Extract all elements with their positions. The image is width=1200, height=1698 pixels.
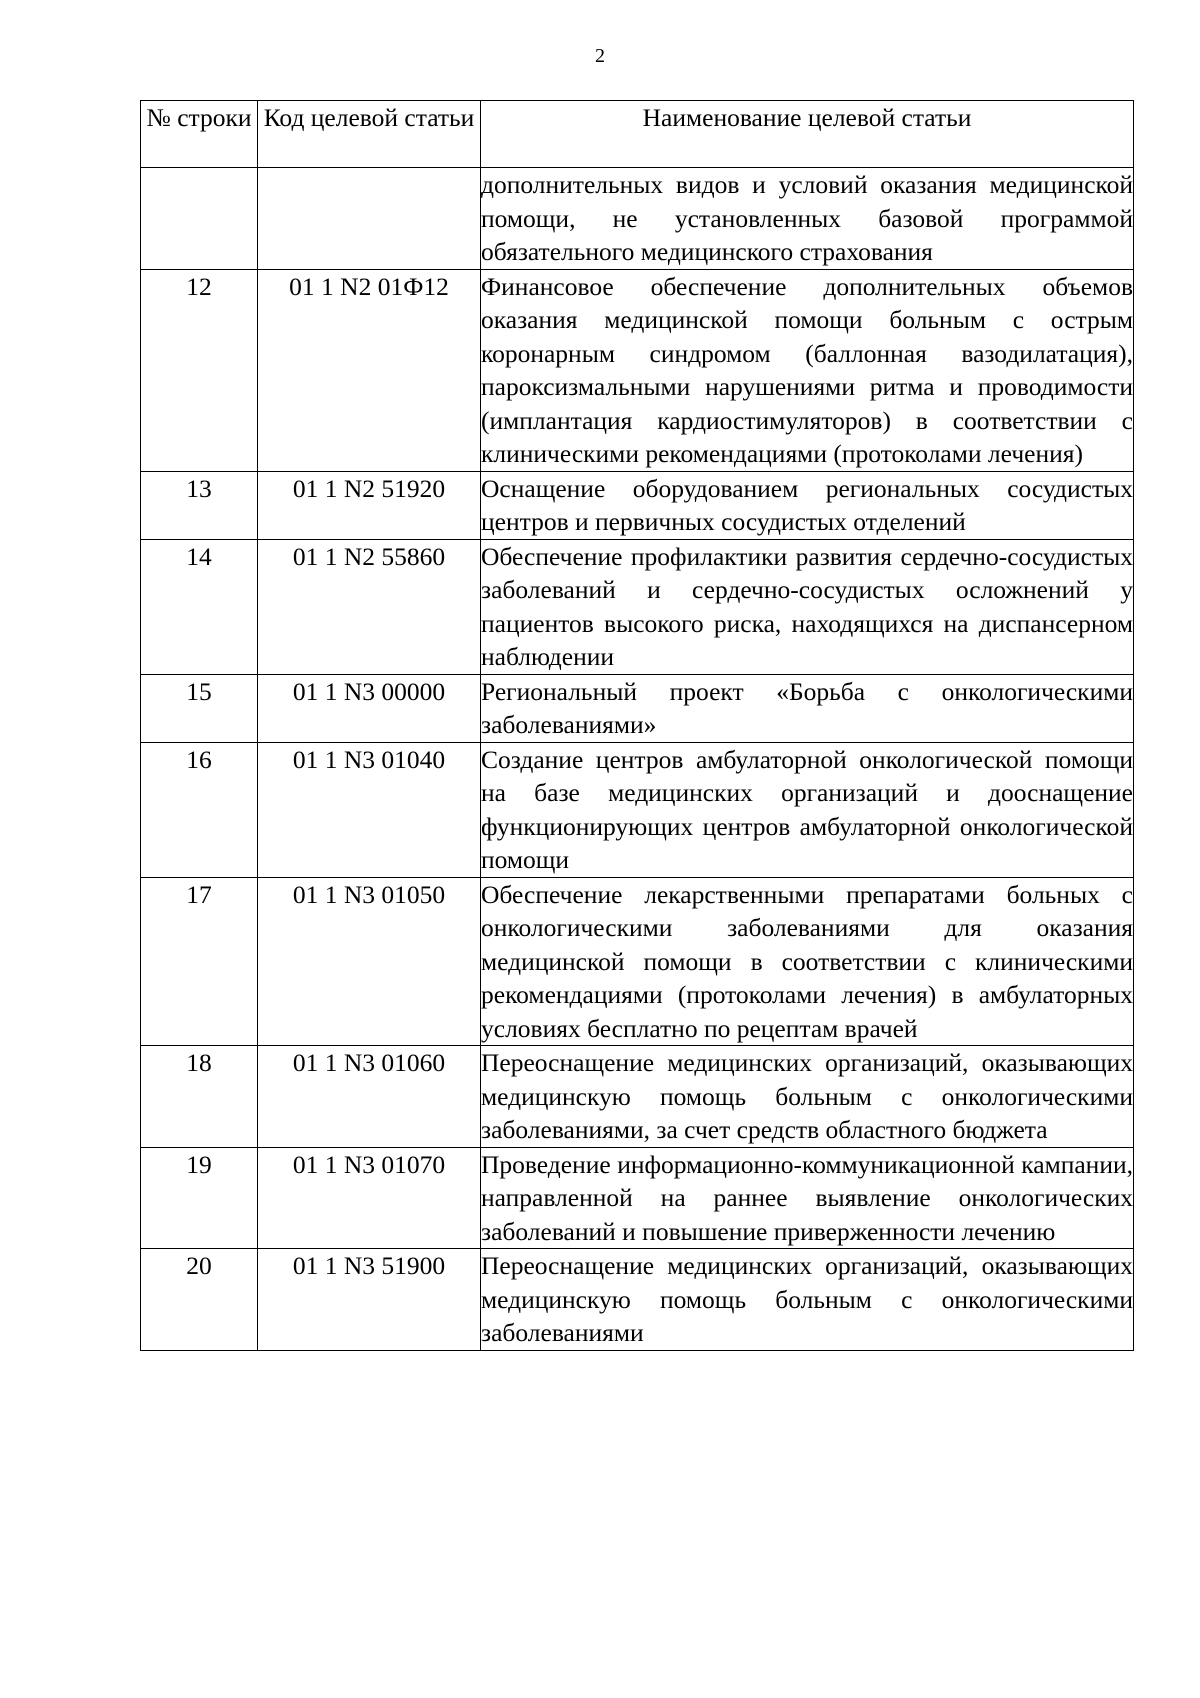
- table-row: [141, 168, 1134, 270]
- row-number: 18: [141, 1046, 258, 1148]
- row-number: 15: [141, 674, 258, 742]
- table-row: [141, 877, 1134, 1046]
- header-row-number: [141, 101, 258, 168]
- row-number: [141, 168, 258, 270]
- article-name: Создание центров амбулаторной онкологической помощи на базе медицинских организаций и дооснащение функционирующих центров амбулаторной онкологической помощи: [481, 742, 1134, 877]
- row-number: 20: [141, 1249, 258, 1351]
- table-row: [141, 269, 1134, 471]
- table-row: [141, 471, 1134, 539]
- article-name: Переоснащение медицинских организаций, оказывающих медицинскую помощь больным с онкологическими заболеваниями, за счет средств областного бюджета: [481, 1046, 1134, 1148]
- article-name: Финансовое обеспечение дополнительных объемов оказания медицинской помощи больным с острым коронарным синдромом (баллонная вазодилатация), пароксизмальными нарушениями ритма и проводимости (имплантация кардиостимуляторов) в соответствии с клиническими рекомендациями (протоколами лечения): [481, 269, 1134, 471]
- header-article-name: [481, 101, 1134, 168]
- article-name: Оснащение оборудованием региональных сосудистых центров и первичных сосудистых отделений: [481, 471, 1134, 539]
- table-row: [141, 674, 1134, 742]
- table-row: [141, 539, 1134, 674]
- article-name: дополнительных видов и условий оказания медицинской помощи, не установленных базовой программой обязательного медицинского страхования: [481, 168, 1134, 270]
- article-code: 01 1 N3 00000: [258, 674, 481, 742]
- header-article-code-label: Код целевой статьи: [263, 103, 475, 132]
- header-row-number-label: № строки: [146, 103, 252, 132]
- article-code: 01 1 N3 01070: [258, 1147, 481, 1249]
- article-code: 01 1 N2 55860: [258, 539, 481, 674]
- article-code: 01 1 N3 51900: [258, 1249, 481, 1351]
- article-code: 01 1 N2 01Ф12: [258, 269, 481, 471]
- row-number: 17: [141, 877, 258, 1046]
- article-name: Обеспечение лекарственными препаратами больных с онкологическими заболеваниями для оказания медицинской помощи в соответствии с клиническими рекомендациями (протоколами лечения) в амбулаторных условиях бесплатно по рецептам врачей: [481, 877, 1134, 1046]
- row-number: 13: [141, 471, 258, 539]
- article-code: 01 1 N3 01040: [258, 742, 481, 877]
- article-code: [258, 168, 481, 270]
- row-number: 19: [141, 1147, 258, 1249]
- row-number: 16: [141, 742, 258, 877]
- table-row: [141, 1046, 1134, 1148]
- row-number: 14: [141, 539, 258, 674]
- target-articles-table: [140, 100, 1134, 1351]
- article-name: Обеспечение профилактики развития сердечно-сосудистых заболеваний и сердечно-сосудистых осложнений у пациентов высокого риска, находящихся на диспансерном наблюдении: [481, 539, 1134, 674]
- article-code: 01 1 N2 51920: [258, 471, 481, 539]
- table-row: [141, 1147, 1134, 1249]
- table-row: [141, 1249, 1134, 1351]
- article-code: 01 1 N3 01060: [258, 1046, 481, 1148]
- header-article-name-label: Наименование целевой статьи: [642, 103, 972, 132]
- table-row: [141, 742, 1134, 877]
- article-name: Проведение информационно-коммуникационной кампании, направленной на раннее выявление онкологических заболеваний и повышение приверженности лечению: [481, 1147, 1134, 1249]
- article-name: Переоснащение медицинских организаций, оказывающих медицинскую помощь больным с онкологическими заболеваниями: [481, 1249, 1134, 1351]
- article-code: 01 1 N3 01050: [258, 877, 481, 1046]
- table-header-row: [141, 101, 1134, 168]
- page-number: 2: [595, 45, 605, 67]
- header-article-code: [258, 101, 481, 168]
- article-name: Региональный проект «Борьба с онкологическими заболеваниями»: [481, 674, 1134, 742]
- row-number: 12: [141, 269, 258, 471]
